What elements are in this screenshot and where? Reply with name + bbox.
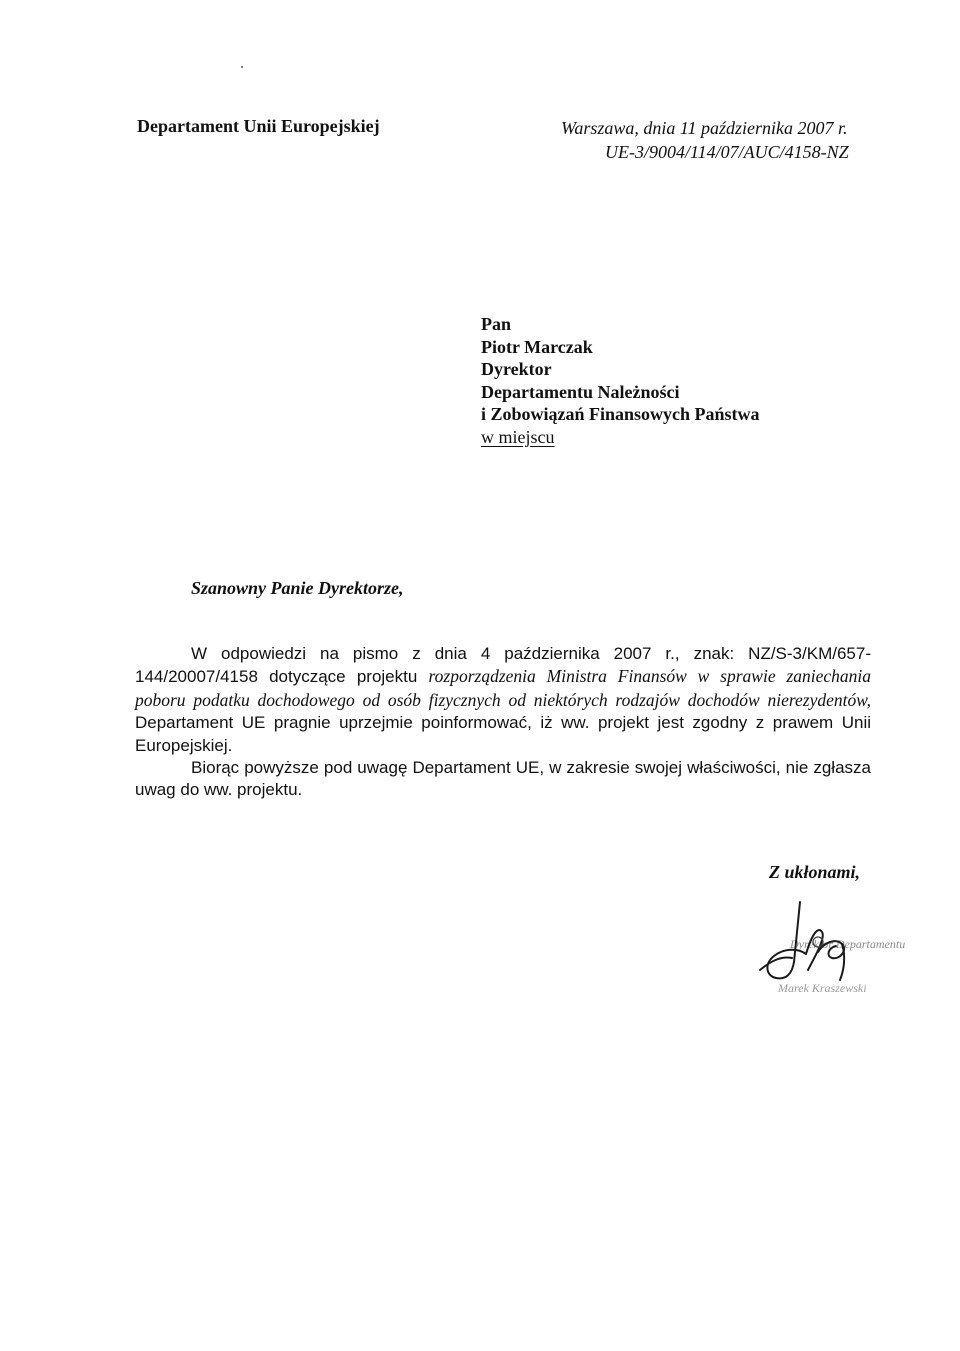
recipient-department: Departamentu Należności [481,381,680,402]
date-and-reference [561,116,881,164]
recipient-name: Piotr Marczak [481,336,593,357]
signature-block [752,898,912,1010]
reference-number: UE-3/9004/114/07/AUC/4158-NZ [605,142,849,162]
recipient-title: Dyrektor [481,359,552,379]
recipient-department-cont: i Zobowiązań Finansowych Państwa [481,404,760,424]
letter-body [135,643,871,802]
svg-text:Marek Kraszewski: Marek Kraszewski [778,981,867,995]
recipient-address [481,313,760,448]
body-paragraph-2: Biorąc powyższe pod uwagę Departament UE, w zakresie swojej właściwości, nie zgłasza uwag do ww. projektu. [135,758,871,800]
body-p1-text-a: W odpowiedzi na pismo z dnia 4 października 2007 r., znak: NZ/S-3/KM/657-144/20007/4158 dotyczące projektu [135,644,871,687]
handwritten-signature-icon [752,898,912,1010]
sender-department: Departament Unii Europejskiej [137,116,380,136]
scan-speck [241,66,243,68]
salutation: Szanowny Panie Dyrektorze, [191,578,404,598]
recipient-location: w miejscu [481,426,555,447]
body-p1-text-b: Departament UE pragnie uprzejmie poinformować, iż ww. projekt jest zgodny z prawem Unii Europejskiej. [135,713,871,755]
closing: Z ukłonami, [769,862,861,882]
body-p1-regulation-title: rozporządzenia Ministra Finansów w sprawie zaniechania poboru podatku dochodowego od osób fizycznych od niektórych rodzajów dochodów nierezydentów, [135,666,872,710]
letter-date: Warszawa, dnia 11 października 2007 r. [561,118,848,138]
recipient-line-1: Pan [481,314,512,334]
svg-text:Dyrektor Departamentu: Dyrektor Departamentu [790,937,906,951]
body-paragraph-1 [135,643,871,757]
